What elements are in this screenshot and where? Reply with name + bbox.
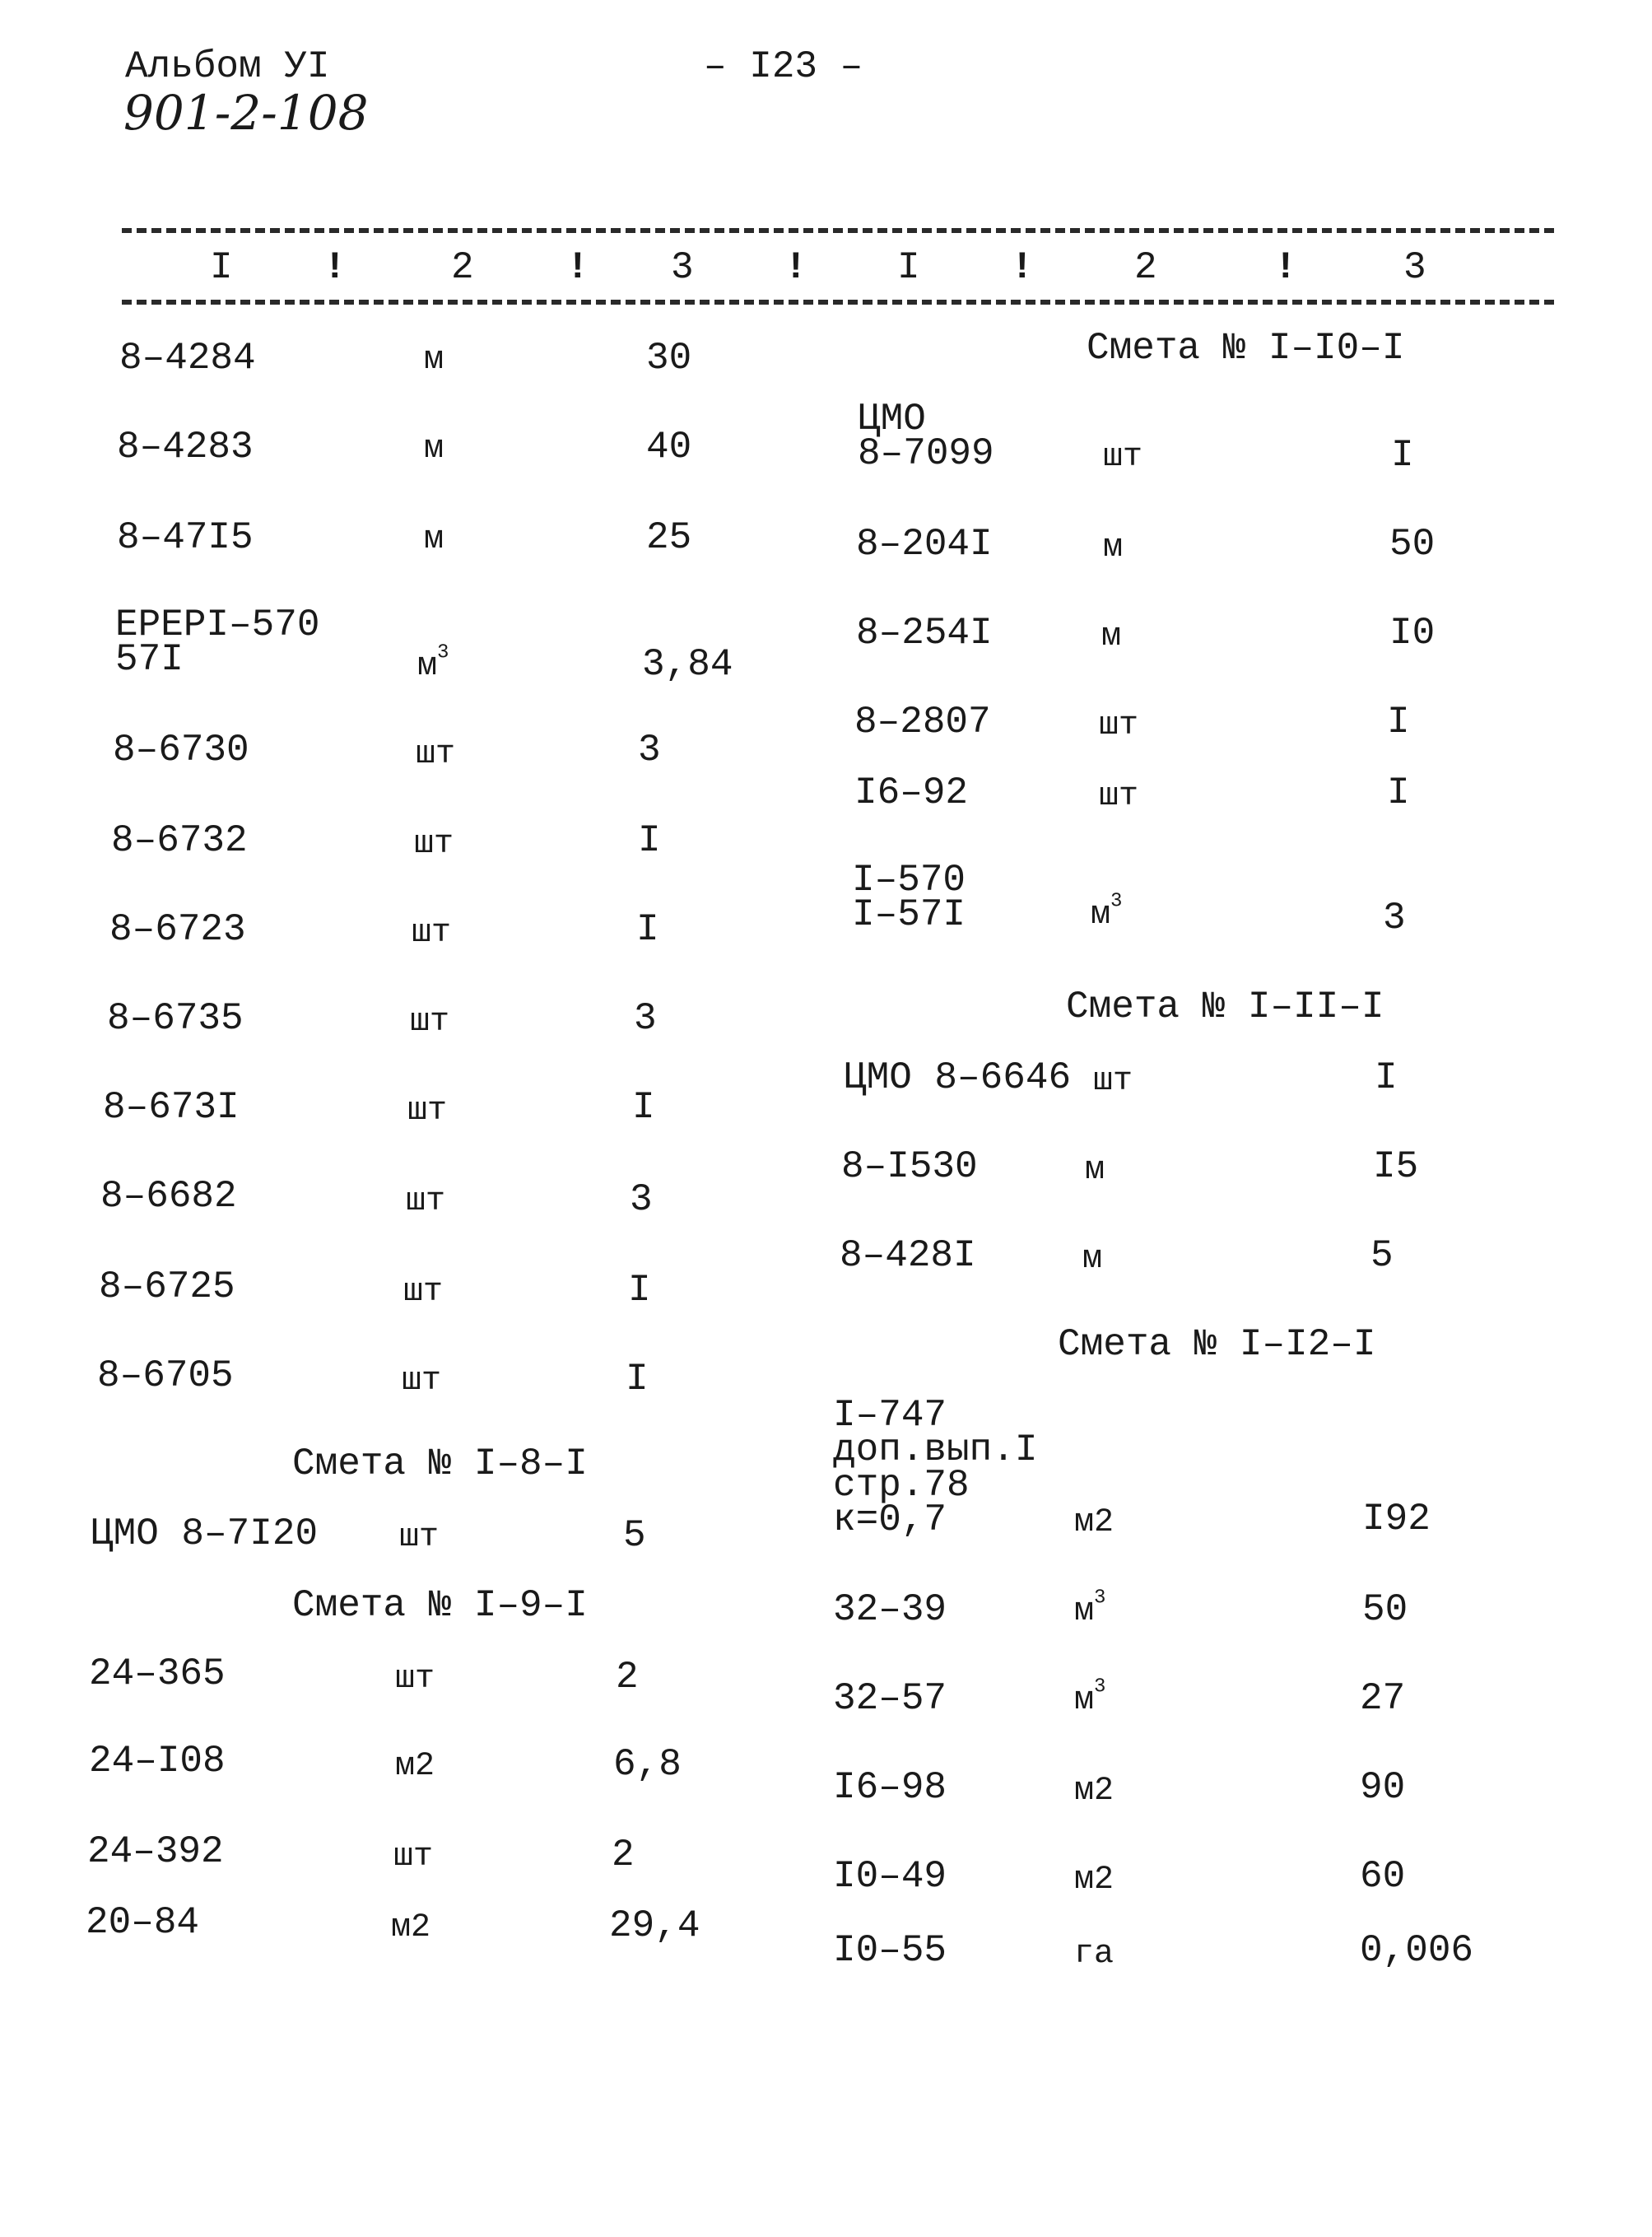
table-row-unit: м xyxy=(1082,1241,1103,1278)
table-row-unit: шт xyxy=(1093,1063,1133,1100)
table-row-unit: шт xyxy=(399,1519,440,1556)
table-row-qty: I xyxy=(636,908,659,951)
table-row-qty: I xyxy=(1391,434,1414,477)
table-row-code: I6–98 xyxy=(833,1766,947,1809)
table-row-unit: шт xyxy=(1099,778,1139,815)
table-row-code: 8–428I xyxy=(840,1234,976,1277)
table-row-unit: шт xyxy=(402,1363,442,1400)
table-row-qty: I xyxy=(1375,1056,1398,1099)
table-row-code: 8–6725 xyxy=(99,1265,235,1308)
table-row-qty: I xyxy=(1387,701,1410,743)
table-row-unit: м xyxy=(1085,1152,1105,1189)
header-rule-bottom xyxy=(122,300,1554,305)
page-number: – I23 – xyxy=(704,45,863,88)
table-row-code: 8–2807 xyxy=(854,701,991,743)
col-header-left-3: 3 xyxy=(671,246,694,289)
table-row-qty: I xyxy=(626,1358,649,1400)
table-row-qty: 29,4 xyxy=(609,1904,700,1947)
table-row-code: 24–392 xyxy=(87,1830,224,1873)
table-row-code: 8–4283 xyxy=(117,426,254,468)
table-row-qty: 25 xyxy=(646,516,692,559)
table-row-unit: шт xyxy=(403,1274,444,1311)
table-row-unit: м xyxy=(1101,618,1122,655)
album-label: Альбом УI xyxy=(125,45,330,88)
table-row-unit: м xyxy=(424,521,444,558)
table-row-code: 24–365 xyxy=(89,1652,226,1695)
section-heading: Смета № I–II–I xyxy=(1066,986,1384,1028)
table-row-qty: 3 xyxy=(638,729,661,771)
table-row-code: ЦМО 8–7099 xyxy=(858,398,994,476)
col-header-right-3: 3 xyxy=(1403,246,1426,289)
table-row-code: I0–55 xyxy=(833,1929,947,1972)
table-row-code: 8–6723 xyxy=(109,908,246,951)
table-row-unit: шт xyxy=(393,1839,434,1876)
table-row-qty: 2 xyxy=(616,1656,639,1699)
table-row-unit: м2 xyxy=(1074,1504,1115,1541)
col-separator: ! xyxy=(323,246,347,289)
table-row-code: ЦМО 8–6646 xyxy=(844,1056,1072,1099)
col-separator: ! xyxy=(566,246,589,289)
table-row-unit: м xyxy=(424,342,444,379)
table-row-unit: шт xyxy=(410,1004,450,1041)
header-rule-top xyxy=(122,228,1554,233)
table-row-unit: м xyxy=(1103,529,1124,566)
table-row-qty: 27 xyxy=(1360,1677,1406,1720)
table-row-qty: 3 xyxy=(634,997,657,1040)
col-header-right-1: I xyxy=(897,246,920,289)
table-row-code: 8–6735 xyxy=(107,997,244,1040)
table-row-unit: шт xyxy=(414,826,454,863)
table-row-qty: 6,8 xyxy=(613,1743,682,1786)
table-row-code: 8–47I5 xyxy=(117,516,254,559)
table-row-unit: шт xyxy=(407,1093,448,1130)
table-row-code: ЕРЕРI–570 57I xyxy=(115,604,320,682)
table-row-unit: шт xyxy=(1103,439,1143,476)
table-row-unit: м2 xyxy=(1074,1862,1115,1899)
table-row-code: I6–92 xyxy=(854,771,969,814)
table-row-unit: $м^3$ xyxy=(1074,1587,1106,1630)
table-row-qty: 3 xyxy=(1383,897,1406,939)
table-row-unit: шт xyxy=(412,915,452,952)
table-row-code: 8–204I xyxy=(856,523,993,566)
table-row-code: 24–I08 xyxy=(89,1740,226,1783)
table-row-qty: 3,84 xyxy=(642,643,733,686)
table-row-qty: I92 xyxy=(1362,1498,1431,1540)
table-row-code: 8–673I xyxy=(103,1086,240,1129)
table-row-unit: м2 xyxy=(395,1748,435,1785)
table-row-code: I–747 доп.вып.I стр.78 к=0,7 xyxy=(833,1394,1038,1541)
table-row-qty: I0 xyxy=(1389,612,1436,655)
table-row-code: 8–6705 xyxy=(97,1354,234,1397)
table-row-unit: шт xyxy=(416,736,456,773)
table-row-code: 20–84 xyxy=(86,1901,200,1944)
section-heading: Смета № I–I2–I xyxy=(1058,1323,1376,1366)
table-row-qty: I xyxy=(632,1086,655,1129)
table-row-qty: 90 xyxy=(1360,1766,1406,1809)
section-heading: Смета № I–9–I xyxy=(292,1584,588,1627)
table-row-code: 8–4284 xyxy=(119,337,256,380)
table-row-qty: I xyxy=(628,1269,651,1312)
col-header-right-2: 2 xyxy=(1134,246,1157,289)
handwritten-project-code: 901-2-108 xyxy=(123,85,369,141)
table-row-qty: 50 xyxy=(1389,523,1436,566)
col-separator: ! xyxy=(784,246,807,289)
table-row-unit: м xyxy=(424,431,444,468)
col-header-left-2: 2 xyxy=(451,246,474,289)
table-row-unit: шт xyxy=(1099,707,1139,744)
table-row-code: I–570 I–57I xyxy=(852,859,966,937)
table-row-qty: 60 xyxy=(1360,1855,1406,1898)
table-row-qty: 50 xyxy=(1362,1588,1408,1631)
table-row-qty: 0,006 xyxy=(1360,1929,1474,1972)
table-row-unit: $м^3$ xyxy=(417,641,449,685)
table-row-unit: $м^3$ xyxy=(1074,1675,1106,1719)
table-row-qty: 5 xyxy=(1370,1234,1394,1277)
section-heading: Смета № I–8–I xyxy=(292,1442,588,1485)
col-header-left-1: I xyxy=(210,246,233,289)
section-heading: Смета № I–I0–I xyxy=(1087,327,1405,370)
table-row-unit: м2 xyxy=(1074,1773,1115,1810)
table-row-qty: 40 xyxy=(646,426,692,468)
table-row-qty: 30 xyxy=(646,337,692,380)
table-row-qty: 5 xyxy=(623,1514,646,1557)
table-row-code: 8–6682 xyxy=(100,1175,237,1218)
table-row-qty: 3 xyxy=(630,1178,653,1221)
table-row-unit: шт xyxy=(406,1183,446,1220)
table-row-unit: м2 xyxy=(391,1909,431,1946)
table-row-code: 8–6732 xyxy=(111,819,248,862)
table-row-qty: 2 xyxy=(612,1834,635,1876)
table-row-code: ЦМО 8–7I20 xyxy=(91,1512,319,1555)
table-row-unit: шт xyxy=(395,1661,435,1698)
table-row-code: 8–6730 xyxy=(113,729,249,771)
table-row-qty: I xyxy=(638,819,661,862)
table-row-unit: $м^3$ xyxy=(1091,890,1123,934)
table-row-code: 8–I530 xyxy=(841,1145,978,1188)
table-row-qty: I xyxy=(1387,771,1410,814)
table-row-code: 32–39 xyxy=(833,1588,947,1631)
table-row-code: 32–57 xyxy=(833,1677,947,1720)
table-row-code: 8–254I xyxy=(856,612,993,655)
col-separator: ! xyxy=(1011,246,1034,289)
col-separator: ! xyxy=(1274,246,1297,289)
table-row-unit: га xyxy=(1074,1936,1115,1973)
table-row-code: I0–49 xyxy=(833,1855,947,1898)
table-row-qty: I5 xyxy=(1373,1145,1419,1188)
